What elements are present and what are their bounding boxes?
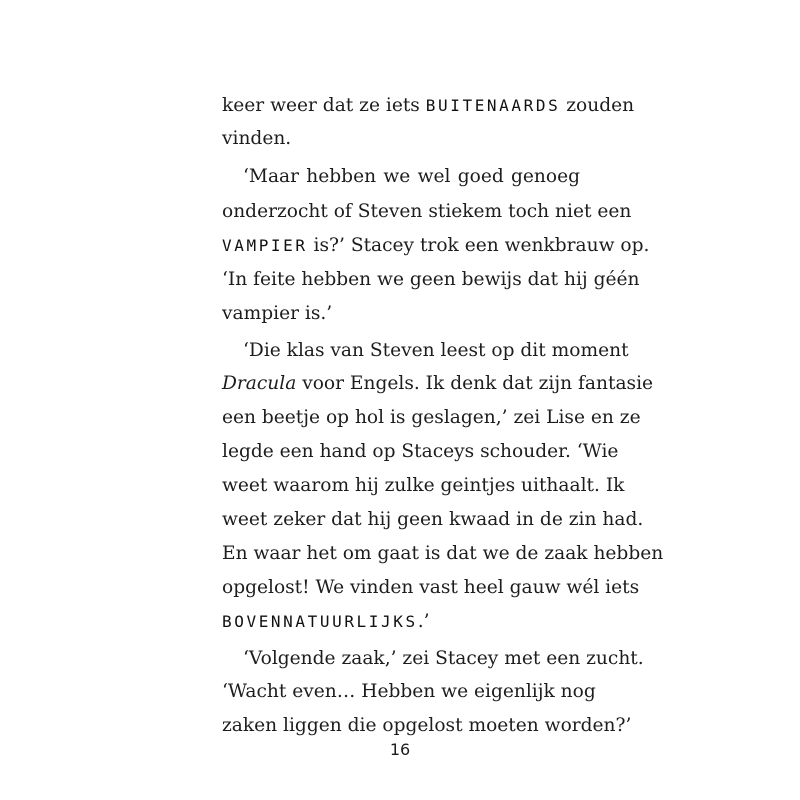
page-number: 16: [389, 740, 411, 759]
text-line-10: een beetje op hol is geslagen,’ zei Lise en ze: [222, 407, 641, 428]
text-line-19: zaken liggen die opgelost moeten worden?’: [222, 715, 632, 736]
text-line-11: legde een hand op Staceys schouder. ‘Wie: [222, 441, 619, 462]
text-line-12: weet waarom hij zulke geintjes uithaalt. Ik: [222, 475, 625, 496]
text-line-14: En waar het om gaat is dat we de zaak hebben: [222, 543, 664, 564]
handwritten-word-bovennatuurlijks: BOVENNATUURLIJKS: [222, 612, 418, 631]
italic-title-dracula: Dracula: [222, 373, 297, 394]
text-line-18: ‘Wacht even… Hebben we eigenlijk nog: [222, 681, 596, 702]
text-line-1: keer weer dat ze iets BUITENAARDS zouden: [222, 95, 635, 116]
text-line-5: VAMPIER is?’ Stacey trok een wenkbrauw op.: [222, 235, 650, 256]
text-line-15: opgelost! We vinden vast heel gauw wél iets: [222, 577, 640, 598]
text-line-6: ‘In feite hebben we geen bewijs dat hij géén: [222, 269, 640, 290]
text-line-2: vinden.: [222, 128, 292, 149]
text-line-3: ‘Maar hebben we wel goed genoeg: [243, 166, 580, 187]
text-line-7: vampier is.’: [222, 303, 333, 324]
text-line-13: weet zeker dat hij geen kwaad in de zin had.: [222, 509, 644, 530]
text-line-16: BOVENNATUURLIJKS.’: [222, 611, 430, 632]
text-line-9: Dracula voor Engels. Ik denk dat zijn fantasie: [222, 373, 654, 394]
text-line-17: ‘Volgende zaak,’ zei Stacey met een zucht.: [243, 648, 644, 669]
handwritten-word-buitenaards: BUITENAARDS: [425, 96, 561, 115]
text-line-4: onderzocht of Steven stiekem toch niet een: [222, 201, 632, 222]
handwritten-word-vampier: VAMPIER: [222, 236, 308, 255]
text-line-8: ‘Die klas van Steven leest op dit moment: [243, 340, 629, 361]
